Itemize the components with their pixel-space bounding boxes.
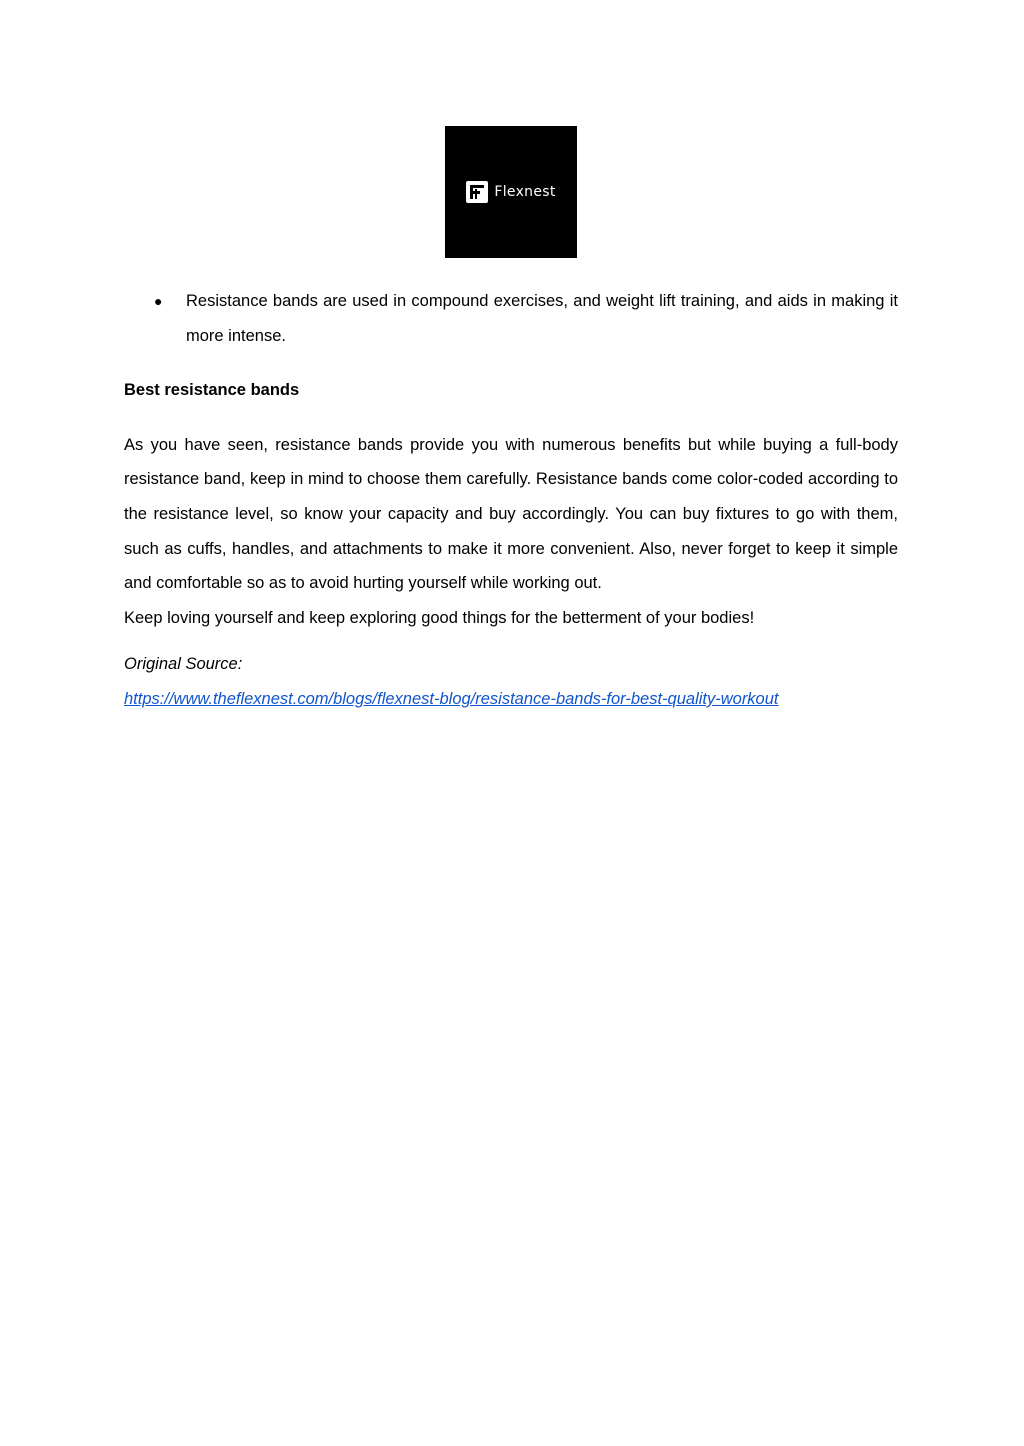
- bullet-dot-icon: ●: [154, 293, 163, 309]
- section-heading: Best resistance bands: [124, 381, 300, 400]
- source-link[interactable]: https://www.theflexnest.com/blogs/flexnest-blog/resistance-bands-for-best-quality-workout: [124, 689, 779, 708]
- logo-brand-text: Flexnest: [494, 184, 556, 200]
- list-item: [124, 284, 898, 353]
- flexnest-logo: [445, 126, 577, 258]
- body-paragraph: As you have seen, resistance bands provide you with numerous benefits but while buying a full-body resistance band, keep in mind to choose them carefully. Resistance bands come color-coded according to the resistance level, so know your capacity and buy accordingly. You can buy fixtures to go with them, such as cuffs, handles, and attachments to make it more convenient. Also, never forget to keep it simple and comfortable so as to avoid hurting yourself while working out.: [124, 435, 898, 593]
- bullet-list: [124, 284, 898, 353]
- document-body: [124, 284, 898, 717]
- bullet-text: Resistance bands are used in compound exercises, and weight lift training, and aids in making it more intense.: [186, 292, 898, 345]
- flexnest-f-logo-icon: [466, 181, 488, 203]
- closing-paragraph: Keep loving yourself and keep exploring good things for the betterment of your bodies!: [124, 608, 755, 627]
- source-label: Original Source:: [124, 655, 243, 674]
- logo-inner: [466, 181, 555, 203]
